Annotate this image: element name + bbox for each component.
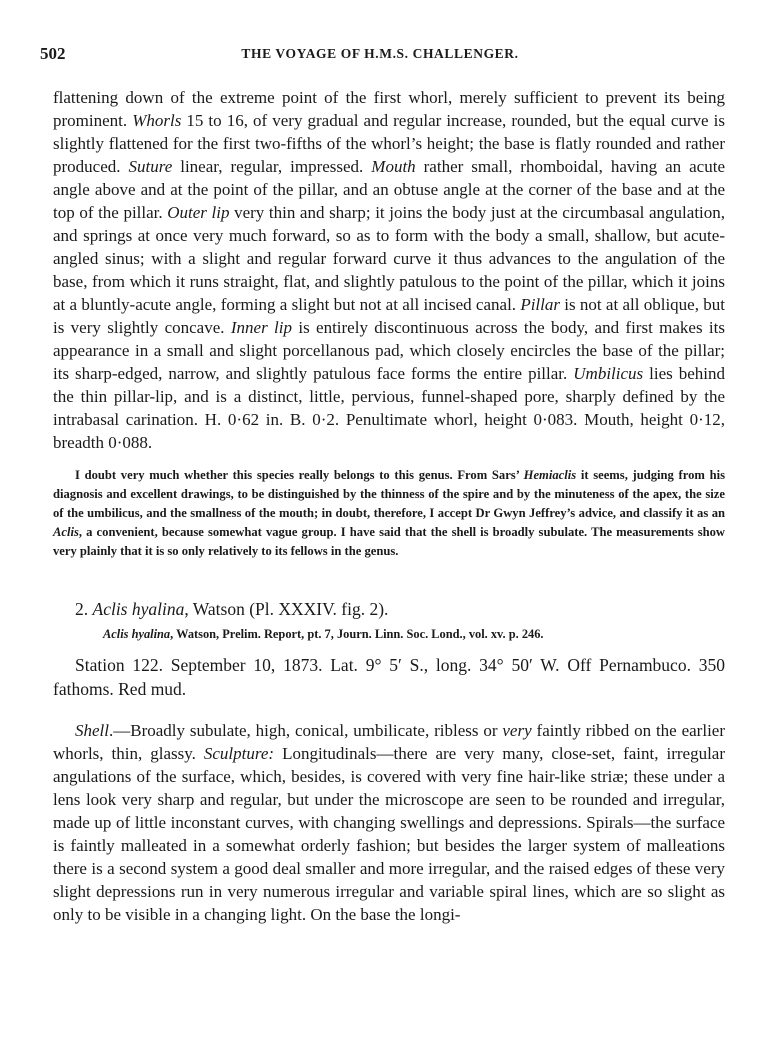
suture-label: Suture <box>128 157 173 176</box>
description-text: is entirely discontinuous across the body, and first makes its appearance in a small and slight porcellanous pad, which closely encircles the base of the pillar; its sharp-edged, narrow, and slightly patulous face forms the entire pillar. <box>53 318 725 383</box>
reference-text: , Watson, Prelim. Report, pt. 7, Journ. Linn. Soc. Lond., vol. xv. p. 246. <box>170 627 544 641</box>
outer-lip-label: Outer lip <box>167 203 230 222</box>
species-authority: , Watson (Pl. XXXIV. fig. 2). <box>184 599 389 619</box>
footnote-paragraph <box>53 466 725 561</box>
mouth-label: Mouth <box>371 157 416 176</box>
page-number: 502 <box>40 44 66 63</box>
pillar-label: Pillar <box>520 295 560 314</box>
species-number: 2. <box>75 599 89 619</box>
species-reference <box>103 625 725 643</box>
note-text: I doubt very much whether this species really belongs to this genus. From Sars’ <box>75 468 524 482</box>
description-text: 15 to 16, of very gradual and regular increase, rounded, but the equal curve is slightly flattened for the first two-fifths of the whorl’s height; the base is flatly rounded and rather produced. <box>53 111 725 176</box>
shell-description <box>53 719 725 926</box>
description-text: very thin and sharp; it joins the body just at the circumbasal angulation, and springs at once very much forward, so as to form with the body a small, shallow, but acute-angled sinus; with a slight and regular forward curve it thus advances to the angulation of the base, from which it runs straight, flat, and slightly patulous to the point of the pillar, which it joins at a bluntly-acute angle, forming a slight but not at all incised canal. <box>53 203 726 314</box>
emphasis-very: very <box>502 721 532 740</box>
genus-aclis: Aclis <box>53 525 79 539</box>
inner-lip-label: Inner lip <box>230 318 292 337</box>
station-record: Station 122. September 10, 1873. Lat. 9° 5′ S., long. 34° 50′ W. Off Pernambuco. 350 fathoms. Red mud. <box>53 655 725 699</box>
shell-text: .—Broadly subulate, high, conical, umbilicate, ribless or <box>109 721 503 740</box>
description-text: is not at all oblique, but is very slightly concave. <box>53 295 725 337</box>
running-title: THE VOYAGE OF H.M.S. CHALLENGER. <box>241 46 519 61</box>
shell-text: faintly ribbed on the earlier whorls, thin, glassy. <box>53 721 725 763</box>
page-body <box>53 86 725 926</box>
note-text: , a convenient, because somewhat vague group. I have said that the shell is broadly subulate. The measurements show very plainly that it is so only relatively to its fellows in the genus. <box>53 525 725 558</box>
note-text: it seems, judging from his diagnosis and excellent drawings, to be distinguished by the thinness of the spire and by the minuteness of the apex, the size of the umbilicus, and the smallness of the mouth; in doubt, therefore, I accept Dr Gwyn Jeffrey’s advice, and classify it as an <box>53 468 725 520</box>
page-header <box>40 44 720 68</box>
genus-hemiaclis: Hemiaclis <box>523 468 577 482</box>
whorls-label: Whorls <box>132 111 182 130</box>
description-paragraph <box>53 86 725 454</box>
reference-name: Aclis hyalina <box>103 627 171 641</box>
shell-label: Shell <box>75 721 109 740</box>
sculpture-label: Sculpture: <box>203 744 275 763</box>
description-text: linear, regular, impressed. <box>172 157 372 176</box>
species-heading <box>75 597 725 621</box>
species-name: Aclis hyalina <box>92 599 185 619</box>
description-text: flattening down of the extreme point of the first whorl, merely sufficient to prevent its being prominent. <box>53 88 725 130</box>
description-text: rather small, rhomboidal, having an acute angle above and at the point of the pillar, and an obtuse angle at the corner of the base and at the top of the pillar. <box>53 157 725 222</box>
umbilicus-label: Umbilicus <box>573 364 644 383</box>
shell-text: Longitudinals—there are very many, close-set, faint, irregular angulations of the surface, which, besides, is covered with very fine hair-like striæ; these under a lens look very sharp and regular, but under the microscope are seen to be rounded and irregular, made up of little inconstant curves, with changing swellings and depressions. Spirals—the surface is faintly malleated in a somewhat orderly fashion; but besides the larger system of malleations there is a second system a good deal smaller and more irregular, and the raised edges of these very slight depressions run in very numerous irregular and variable spiral lines, which are so slight as only to be visible in a changing light. On the base the longi- <box>53 744 725 924</box>
description-text: lies behind the thin pillar-lip, and is a distinct, little, pervious, funnel-shaped pore, sharply defined by the intrabasal carination. H. 0·62 in. B. 0·2. Penultimate whorl, height 0·083. Mouth, height 0·12, breadth 0·088. <box>53 364 725 452</box>
